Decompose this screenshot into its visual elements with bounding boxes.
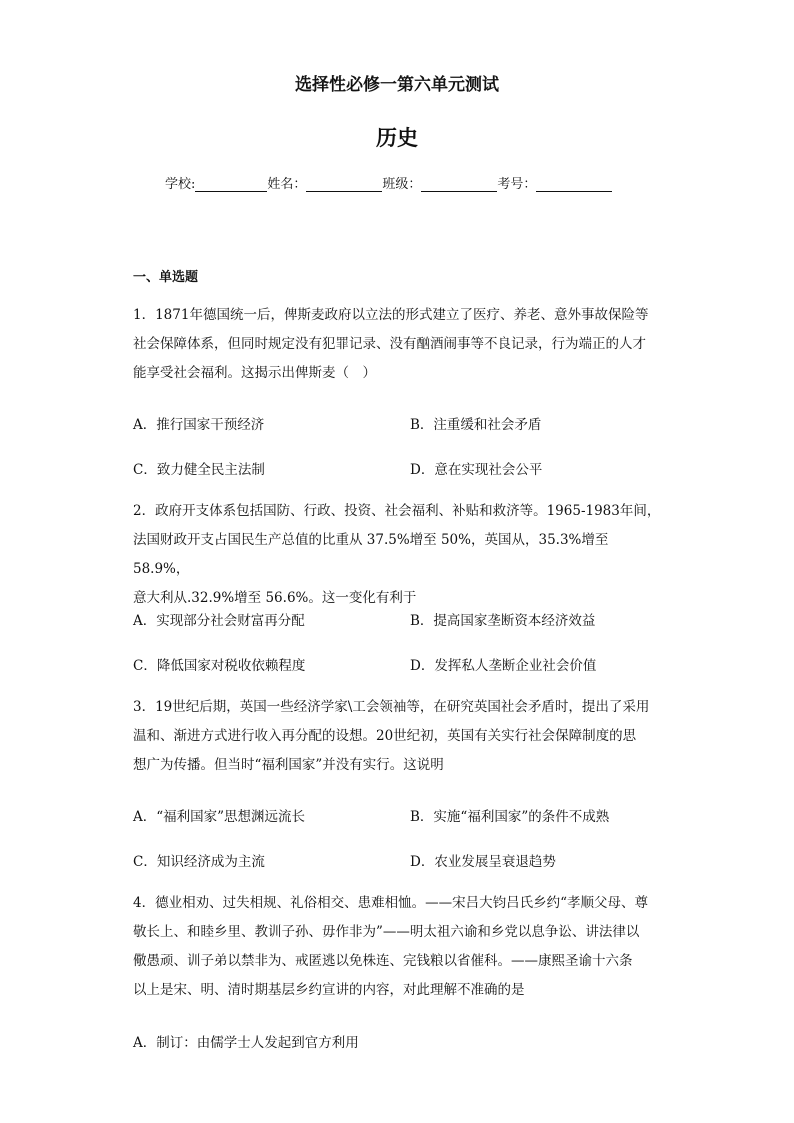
q1-option-b[interactable]: B．注重缓和社会矛盾 (410, 417, 542, 433)
question-1 (133, 301, 663, 388)
q1-option-c[interactable]: C．致力健全民主法制 (133, 462, 265, 478)
question-4 (133, 889, 663, 1005)
section-heading: 一、单选题 (133, 270, 199, 285)
q3-option-d[interactable]: D．农业发展呈衰退趋势 (410, 854, 556, 870)
q3-option-b[interactable]: B．实施“福利国家”的条件不成熟 (410, 809, 610, 825)
q1-option-d[interactable]: D．意在实现社会公平 (410, 462, 543, 478)
class-label: 班级： (382, 177, 422, 192)
q3-option-c[interactable]: C．知识经济成为主流 (133, 854, 265, 870)
question-line: 温和、渐进方式进行收入再分配的设想。20世纪初，英国有关实行社会保障制度的思 (133, 728, 637, 744)
subject-title: 历史 (376, 126, 418, 150)
question-2 (133, 497, 663, 613)
name-blank[interactable] (306, 177, 382, 192)
question-line: 意大利从.32.9%增至 56.6%。这一变化有利于 (133, 590, 417, 606)
q3-option-a[interactable]: A．“福利国家”思想渊远流长 (133, 809, 306, 825)
exam-number-label: 考号： (497, 177, 537, 192)
question-line: 敬长上、和睦乡里、教训子孙、毋作非为”——明太祖六谕和乡党以息争讼、讲法律以 (133, 924, 640, 940)
q2-option-d[interactable]: D．发挥私人垄断企业社会价值 (410, 658, 597, 674)
exam-title: 选择性必修一第六单元测试 (295, 75, 499, 95)
question-3 (133, 693, 663, 780)
question-line: 1．1871年德国统一后，俾斯麦政府以立法的形式建立了医疗、养老、意外事故保险等 (133, 307, 649, 323)
question-line: 法国财政开支占国民生产总值的比重从 37.5%增至 50%，英国从，35.3%增至 58.9%， (133, 532, 609, 577)
q2-option-a[interactable]: A．实现部分社会财富再分配 (133, 613, 305, 629)
q2-option-b[interactable]: B．提高国家垄断资本经济效益 (410, 613, 596, 629)
q2-option-c[interactable]: C．降低国家对税收依赖程度 (133, 658, 306, 674)
school-label: 学校: (165, 177, 196, 192)
question-line: 社会保障体系，但同时规定没有犯罪记录、没有酗酒闹事等不良记录，行为端正的人才 (133, 336, 646, 352)
school-blank[interactable] (195, 177, 267, 192)
q4-option-a[interactable]: A．制订：由儒学士人发起到官方利用 (133, 1035, 359, 1051)
question-line: 3．19世纪后期，英国一些经济学家\工会领袖等，在研究英国社会矛盾时，提出了采用 (133, 699, 650, 715)
q1-option-a[interactable]: A．推行国家干预经济 (133, 417, 265, 433)
question-line: 能享受社会福利。这揭示出俾斯麦（ ） (133, 365, 376, 381)
student-info-line (165, 173, 612, 192)
class-blank[interactable] (421, 177, 497, 192)
question-line: 2．政府开支体系包括国防、行政、投资、社会福利、补贴和救济等。1965-1983年间， (133, 503, 661, 519)
question-line: 以上是宋、明、清时期基层乡约宣讲的内容，对此理解不准确的是 (133, 982, 525, 998)
question-line: 想广为传播。但当时“福利国家”并没有实行。这说明 (133, 757, 444, 773)
question-line: 4．德业相劝、过失相规、礼俗相交、患难相恤。——宋吕大钧吕氏乡约“孝顺父母、尊 (133, 895, 648, 911)
exam-number-blank[interactable] (536, 177, 612, 192)
question-line: 儆愚顽、训子弟以禁非为、戒匿逃以免株连、完钱粮以省催科。——康熙圣谕十六条 (133, 953, 633, 969)
name-label: 姓名： (267, 177, 307, 192)
